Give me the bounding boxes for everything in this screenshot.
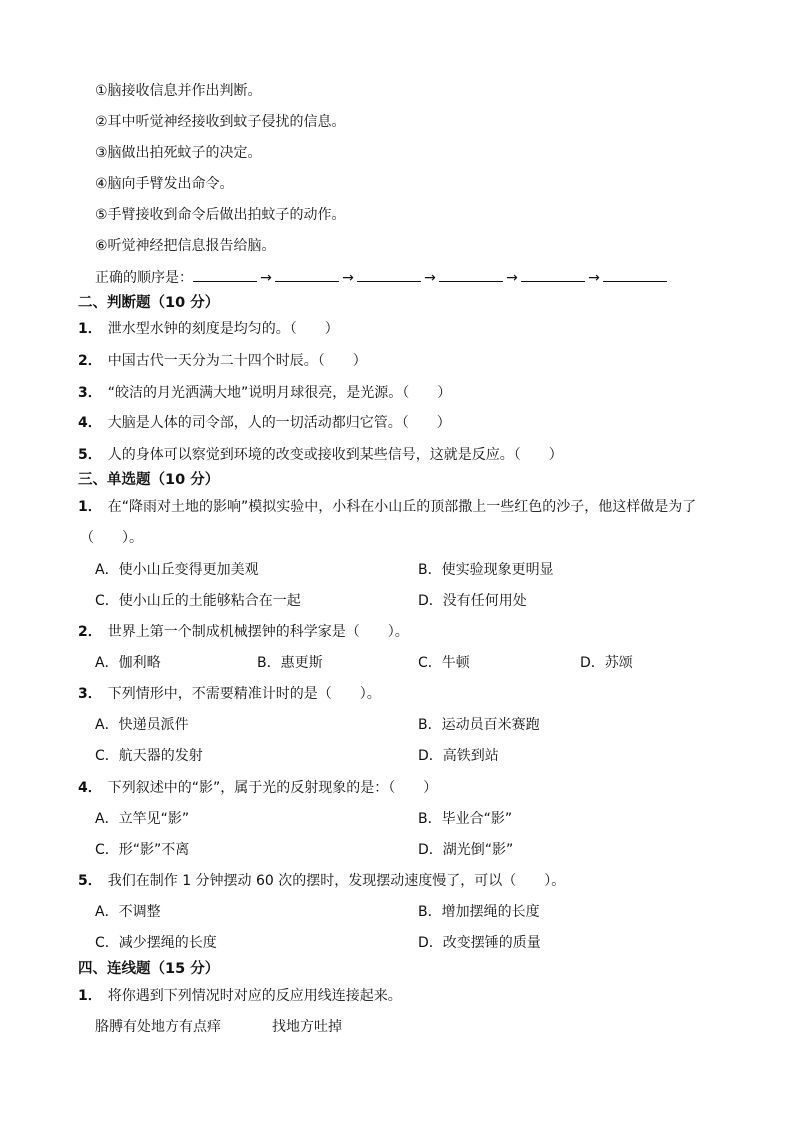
question-text: 将你遇到下列情况时对应的反应用线连接起来。 <box>107 988 402 1004</box>
question <box>78 351 367 371</box>
option[interactable]: A．不调整 <box>95 904 161 920</box>
question-number: 3． <box>78 385 102 401</box>
sequence-answer-line <box>95 267 667 288</box>
arrow-icon: → <box>588 270 600 286</box>
question-text: 世界上第一个制成机械摆钟的科学家是（ ）。 <box>107 624 409 640</box>
option[interactable]: D．高铁到站 <box>418 748 499 764</box>
option[interactable]: D．湖光倒“影” <box>418 842 514 858</box>
question-text-continued: （ ）。 <box>80 530 143 546</box>
section-title-judgement: 二、判断题（10 分） <box>78 295 220 311</box>
question-number: 1． <box>78 321 102 337</box>
question-text: “皎洁的月光洒满大地”说明月球很亮，是光源。（ ） <box>107 385 452 401</box>
question-number: 1． <box>78 499 102 515</box>
answer-blank[interactable] <box>275 267 339 282</box>
option[interactable]: C．减少摆绳的长度 <box>95 935 217 951</box>
sequence-item: ②耳中听觉神经接收到蚊子侵扰的信息。 <box>95 114 346 130</box>
match-left-item[interactable]: 胳膊有处地方有点痒 <box>95 1019 221 1035</box>
option[interactable]: C．牛顿 <box>418 655 470 671</box>
arrow-icon: → <box>424 270 436 286</box>
question <box>78 622 409 642</box>
sequence-item: ③脑做出拍死蚊子的决定。 <box>95 145 262 161</box>
option[interactable]: A．快递员派件 <box>95 717 189 733</box>
option[interactable]: B．使实验现象更明显 <box>418 562 554 578</box>
option[interactable]: A．伽利略 <box>95 655 161 671</box>
arrow-icon: → <box>260 270 272 286</box>
answer-blank[interactable] <box>193 267 257 282</box>
arrow-icon: → <box>342 270 354 286</box>
question <box>78 986 402 1006</box>
answer-blank[interactable] <box>603 267 667 282</box>
option[interactable]: D．没有任何用处 <box>418 593 527 609</box>
section-title-matching: 四、连线题（15 分） <box>78 961 220 977</box>
match-right-item[interactable]: 找地方吐掉 <box>272 1019 342 1035</box>
question <box>78 871 565 891</box>
question-text: 泄水型水钟的刻度是均匀的。（ ） <box>107 321 339 337</box>
question <box>78 497 696 517</box>
question-text: 人的身体可以察觉到环境的改变或接收到某些信号，这就是反应。（ ） <box>107 447 563 463</box>
question-text: 下列情形中，不需要精准计时的是（ ）。 <box>107 686 381 702</box>
question-text: 我们在制作 1 分钟摆动 60 次的摆时，发现摆动速度慢了，可以（ ）。 <box>107 873 566 889</box>
question-text: 中国古代一天分为二十四个时辰。（ ） <box>107 353 367 369</box>
answer-blank[interactable] <box>521 267 585 282</box>
answer-blank[interactable] <box>439 267 503 282</box>
question-number: 1． <box>78 988 102 1004</box>
option[interactable]: B．惠更斯 <box>257 655 323 671</box>
option[interactable]: A．立竿见“影” <box>95 811 190 827</box>
question <box>78 445 563 465</box>
question-text: 在“降雨对土地的影响”模拟实验中，小科在小山丘的顶部撒上一些红色的沙子，他这样做是为了 <box>107 499 697 515</box>
option[interactable]: B．毕业合“影” <box>418 811 513 827</box>
question <box>78 778 437 798</box>
question <box>78 684 381 704</box>
question <box>78 383 451 403</box>
question-number: 2． <box>78 353 102 369</box>
sequence-item: ⑤手臂接收到命令后做出拍蚊子的动作。 <box>95 207 346 223</box>
option[interactable]: B．运动员百米赛跑 <box>418 717 540 733</box>
question-number: 4． <box>78 415 102 431</box>
option[interactable]: A．使小山丘变得更加美观 <box>95 562 259 578</box>
option[interactable]: C．航天器的发射 <box>95 748 203 764</box>
arrow-icon: → <box>506 270 518 286</box>
sequence-item: ④脑向手臂发出命令。 <box>95 176 234 192</box>
question <box>78 413 451 433</box>
question-text: 大脑是人体的司令部，人的一切活动都归它管。（ ） <box>107 415 451 431</box>
question-number: 5． <box>78 447 102 463</box>
section-title-single-choice: 三、单选题（10 分） <box>78 472 220 488</box>
question-number: 5． <box>78 873 102 889</box>
sequence-item: ⑥听觉神经把信息报告给脑。 <box>95 238 276 254</box>
answer-blank[interactable] <box>357 267 421 282</box>
sequence-item: ①脑接收信息并作出判断。 <box>95 83 262 99</box>
option[interactable]: D．改变摆锤的质量 <box>418 935 541 951</box>
question-number: 3． <box>78 686 102 702</box>
option[interactable]: D．苏颂 <box>580 655 633 671</box>
question <box>78 319 339 339</box>
option[interactable]: C．使小山丘的土能够粘合在一起 <box>95 593 301 609</box>
option[interactable]: B．增加摆绳的长度 <box>418 904 540 920</box>
option[interactable]: C．形“影”不离 <box>95 842 190 858</box>
question-number: 2． <box>78 624 102 640</box>
question-number: 4． <box>78 780 102 796</box>
sequence-prompt: 正确的顺序是： <box>95 270 193 286</box>
question-text: 下列叙述中的“影”，属于光的反射现象的是：（ ） <box>107 780 438 796</box>
